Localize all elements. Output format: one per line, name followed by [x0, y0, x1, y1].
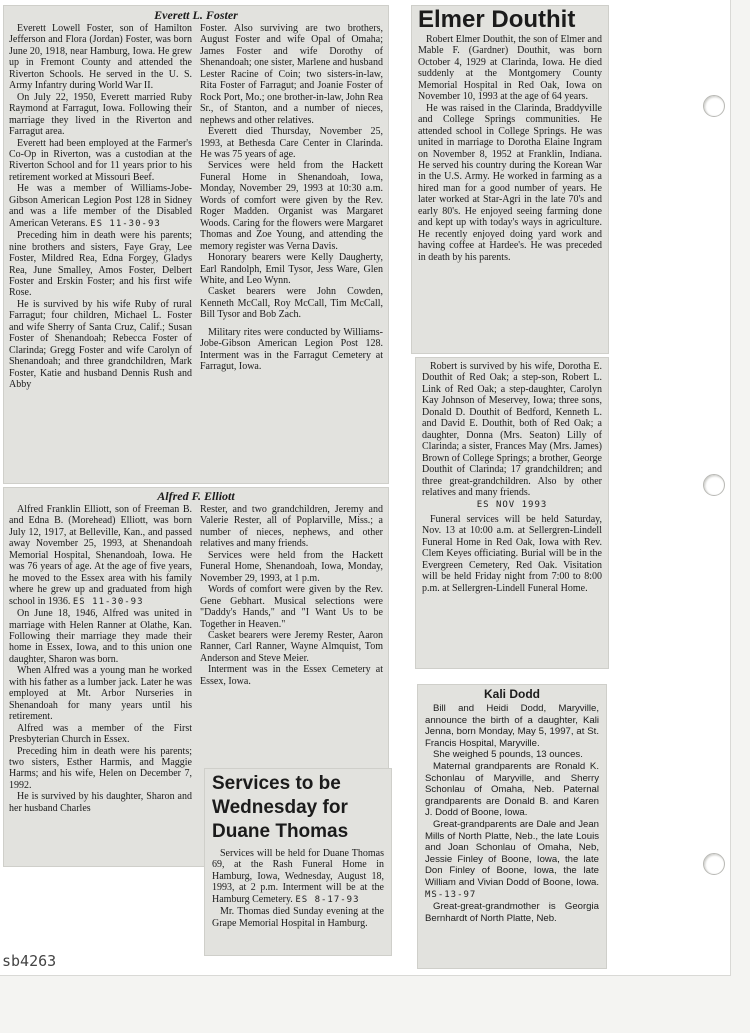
obituary-douthit	[411, 5, 609, 354]
binder-hole	[703, 853, 725, 875]
paragraph: Everett died Thursday, November 25, 1993, at Bethesda Care Center in Clarinda. He was 75 years of age.	[200, 126, 383, 160]
handwritten-date-note: ES 11-30-93	[90, 218, 161, 229]
paragraph: Preceding him in death were his parents; nine brothers and sisters, Faye Gray, Lee Foster, Mildred Rea, Edna Forgey, Gladys Rea, June Smalley, Amos Foster, Delbert Foster and Erskin Foster; and his first wife Rose.	[9, 230, 192, 299]
paragraph: Casket bearers were Jeremy Rester, Aaron Ranner, Carl Ranner, Wayne Almquist, Tom Anderson and Steve Meier.	[200, 629, 383, 664]
paragraph: Services were held from the Hackett Funeral Home, Shenandoah, Iowa, Monday, November 29, 1993, at 1 p.m.	[200, 549, 383, 584]
notice-thomas	[204, 768, 392, 956]
announcement-heading: Kali Dodd	[484, 687, 540, 701]
paragraph: Maternal grandparents are Ronald K. Schonlau of Maryville, and Sherry Schonlau of Omaha, Neb. Paternal grandparents are Donald B. and Karen J. Dodd of Boone, Iowa.	[425, 760, 599, 819]
paragraph: She weighed 5 pounds, 13 ounces.	[433, 749, 583, 761]
obituary-foster	[3, 5, 389, 484]
paragraph: Military rites were conducted by Williams-Jobe-Gibson American Legion Post 128. Interment was in the Farragut Cemetery at Farragut, Iowa.	[200, 326, 383, 373]
paragraph: On July 22, 1950, Everett married Ruby Raymond at Farragut, Iowa. Following their marriage they lived in the Riverton and Farragut area.	[9, 91, 192, 138]
obituary-heading: Elmer Douthit	[418, 6, 576, 33]
paragraph: Casket bearers were John Cowden, Kenneth McCall, Roy McCall, Tim McCall, Bill Tysor and Bob Zach.	[200, 286, 383, 321]
paragraph: Rester, and two grandchildren, Jeremy and Valerie Rester, all of Poplarville, Miss.; a number of nieces, nephews, and other relatives and many friends.	[200, 504, 383, 550]
paragraph: Preceding him in death were his parents; two sisters, Esther Harmis, and Maggie Harms; and his wife, Helen on December 7, 1992.	[9, 745, 192, 791]
birth-announcement-kali-dodd	[417, 684, 607, 969]
page-tag: sb4263	[2, 952, 57, 970]
paragraph: Great-grandparents are Dale and Jean Mills of North Platte, Neb., the late Louis and Joan Schonlau of Omaha, Neb, Jessie Finley of Boone, Iowa, the late Don Finley of Boone, Iowa, the late William and Vivian Dodd of Boone, Iowa. MS-13-97	[425, 818, 599, 900]
paragraph: Bill and Heidi Dodd, Maryville, announce the birth of a daughter, Kali Jenna, born Monday, May 5, 1997, at St. Francis Hospital, Maryville.	[425, 703, 599, 749]
paragraph: Robert is survived by his wife, Dorotha E. Douthit of Red Oak; a step-son, Robert L. Link of Red Oak; a step-daughter, Carolyn Kay Johnson of Meservey, Iowa; three sons, Donald D. Douthit of Bedford, Kenneth L. and David E. Douthit, both of Red Oak; a daughter, Donna (Mrs. Seaton) Lilly of Clarinda; a sister, Frances May (Mrs. James) Brown of College Springs; a brother, George Douthit of Clarinda; 17 grandchildren; and three great-grandchildren. Also by other relatives and many friends.	[422, 361, 602, 498]
paragraph: Alfred Franklin Elliott, son of Freeman B. and Edna B. (Morehead) Elliott, was born July 12, 1917, at Belleville, Kan., and passed away November 25, 1993, at Shenandoah Memorial Hospital, Shenandoah, Iowa. He was 76 years of age. At the age of five years, he moved to the Essex area with his family where he grew up and graduated from high school in 1936. ES 11-30-93	[9, 504, 192, 607]
paragraph: Words of comfort were given by the Rev. Gene Gebhart. Musical selections were "Daddy's Hands," and "I Want Us to be Together in Heaven."	[200, 584, 383, 630]
paragraph: He was a member of Williams-Jobe-Gibson American Legion Post 128 in Sidney and was a life member of the Disabled American Veterans. ES 11-30-93	[9, 183, 192, 229]
paragraph: Great-great-grandmother is Georgia Bernhardt of North Platte, Neb.	[425, 901, 599, 924]
notice-heading: Services to be Wednesday for Duane Thomas	[212, 773, 349, 842]
paragraph: He was raised in the Clarinda, Braddyville and College Springs communities. He attended school in College Springs. He was united in marriage to Dorotha Elaine Ingram on November 8, 1952 at Franklin, Indiana. He served his country during the Korean War in the U.S. Army. He worked in farming as a hired man for a good number of years. He later worked at Star-Agri in the late 70's and early 80's. He enjoyed seeing farming done and kept up with today's ways in agriculture. He recently enjoyed doing yard work and having coffee at Hardee's. He was preceded in death by his parents.	[418, 102, 602, 263]
paragraph: Honorary bearers were Kelly Daugherty, Earl Randolph, Emil Tysor, Jess Ware, Glen White, and Leo Wynn.	[200, 252, 383, 286]
paragraph: Interment was in the Essex Cemetery at Essex, Iowa.	[200, 664, 383, 687]
paragraph: Services were held from the Hackett Funeral Home in Shenandoah, Iowa, Monday, November 29, 1993 at 10:30 a.m. Words of comfort were given by the Rev. Roger Madden. Organist was Margaret Woods. Caring for the flowers were Margaret Thomas and Zoe Young, and attending the memory register was Verna Davis.	[200, 160, 383, 252]
paragraph: When Alfred was a young man he worked with his father as a lumber jack. Later he was employed at Mt. Arbor Nurseries in Shenandoah for many years until his retirement.	[9, 665, 192, 723]
obituary-heading: Alfred F. Elliott	[157, 489, 235, 503]
handwritten-date-note: ES 11-30-93	[72, 596, 144, 607]
handwritten-date-note: ES NOV 1993	[476, 500, 548, 511]
obituary-douthit-continued	[415, 357, 609, 669]
binder-hole	[703, 474, 725, 496]
handwritten-date-note: ES 8-17-93	[295, 894, 360, 905]
paragraph: Funeral services will be held Saturday, Nov. 13 at 10:00 a.m. at Sellergren-Lindell Funeral Home in Red Oak, Iowa with Rev. Clem Keyes officiating. Burial will be in the Evergreen Cemetery, Red Oak. Visitation will be held Friday night from 7:00 to 8:00 p.m. at Sellergren-Lindell Funeral Home.	[422, 513, 602, 594]
paragraph: Mr. Thomas died Sunday evening at the Grape Memorial Hospital in Hamburg.	[212, 906, 384, 929]
binder-hole	[703, 95, 725, 117]
paragraph: On June 18, 1946, Alfred was united in marriage with Helen Ranner at Olathe, Kan. Following their marriage they made their home in Essex, Iowa, and to this union one daughter, Sharon was born.	[9, 608, 192, 665]
paragraph: Robert Elmer Douthit, the son of Elmer and Mable F. (Gardner) Douthit, was born October 4, 1929 at Clarinda, Iowa. He died suddenly at the Montgomery County Memorial Hospital in Red Oak, Iowa on November 10, 1993 at the age of 64 years.	[418, 34, 602, 103]
paragraph: He is survived by his wife Ruby of rural Farragut; four children, Michael L. Foster and wife Sherry of Santa Cruz, Calif.; Susan Foster of Shenandoah; Rebecca Foster of Clarinda; Gregg Foster and wife Carolyn of Shenandoah; and three grandchildren, Mark Foster, Katie and husband Dennis Rush and Abby	[9, 298, 192, 391]
paragraph: Foster. Also surviving are two brothers, August Foster and wife Opal of Omaha; James Foster and wife Dorothy of Shenandoah; one sister, Marlene and husband Lester Racine of Coin; two sisters-in-law, Rita Foster of Farragut; and Joanie Foster of Rock Port, Mo.; one brother-in-law, John Rea Sr., of Stanton, and a number of nieces, nephews and other relatives.	[200, 23, 383, 126]
paragraph: He is survived by his daughter, Sharon and her husband Charles	[9, 791, 192, 814]
paragraph: Everett Lowell Foster, son of Hamilton Jefferson and Flora (Jordan) Foster, was born June 20, 1918, near Hamburg, Iowa. He grew up in Fremont County and attended the Riverton Schools. He served in the U. S. Army Infantry during World War II.	[9, 23, 192, 92]
handwritten-date-note: MS-13-97	[425, 889, 477, 900]
paragraph: Alfred was a member of the First Presbyterian Church in Essex.	[9, 722, 192, 746]
paragraph: Services will be held for Duane Thomas 69, at the Rash Funeral Home in Hamburg, Iowa, Wednesday, August 18, 1993, at 2 p.m. Interment will be at the Hamburg Cemetery. ES 8-17-93	[212, 848, 384, 905]
obituary-heading: Everett L. Foster	[154, 8, 238, 22]
paragraph: Everett had been employed at the Farmer's Co-Op in Riverton, was a custodian at the Riverton School and for 11 years prior to his retirement worked at Missouri Beef.	[9, 137, 192, 183]
